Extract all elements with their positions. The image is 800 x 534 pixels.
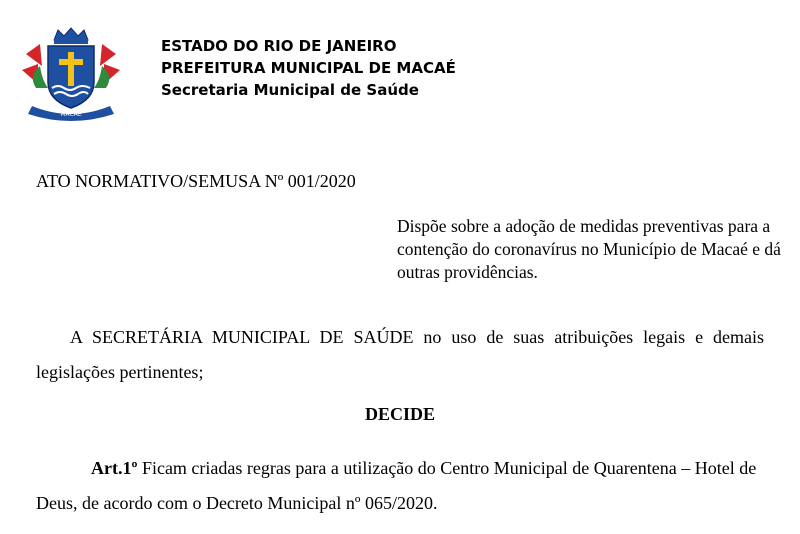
ementa: Dispõe sobre a adoção de medidas preventivas para a contenção do coronavírus no Município de Macaé e dá outras providências.: [397, 216, 781, 282]
svg-text:MACAÉ: MACAÉ: [60, 111, 82, 118]
decide-heading: DECIDE: [364, 404, 435, 424]
article-label: Art.1º: [91, 458, 138, 478]
act-title: ATO NORMATIVO/SEMUSA Nº 001/2020: [36, 171, 356, 191]
preamble-paragraph: A SECRETÁRIA MUNICIPAL DE SAÚDE no uso de suas atribuições legais e demais legislações pertinentes;: [36, 327, 764, 382]
article-1: [36, 451, 764, 521]
prefecture-name: PREFEITURA MUNICIPAL DE MACAÉ: [161, 59, 456, 77]
coat-of-arms-icon: [18, 26, 124, 122]
article-text: Ficam criadas regras para a utilização do Centro Municipal de Quarentena – Hotel de Deus, de acordo com o Decreto Municipal nº 065/2020.: [36, 458, 757, 513]
secretariat-name: Secretaria Municipal de Saúde: [161, 81, 419, 99]
state-name: ESTADO DO RIO DE JANEIRO: [161, 37, 397, 55]
letterhead: [161, 35, 456, 101]
